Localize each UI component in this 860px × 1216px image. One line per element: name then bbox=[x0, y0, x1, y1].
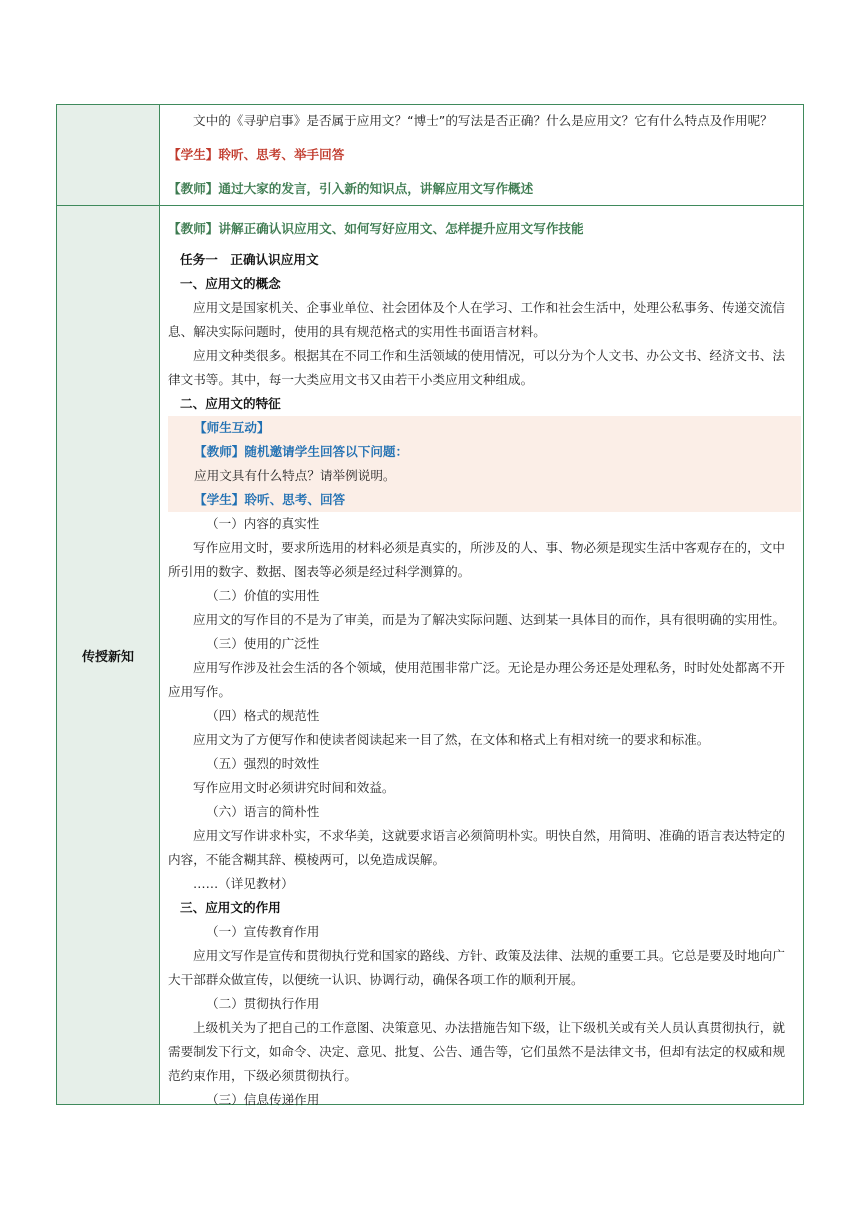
feature-3-heading: （三）使用的广泛性 bbox=[206, 636, 320, 651]
student-response: 【学生】聆听、思考、举手回答 bbox=[168, 147, 345, 162]
feature-4-text: 应用文为了方便写作和使读者阅读起来一目了然，在文体和格式上有相对统一的要求和标准。 bbox=[193, 732, 710, 747]
intro-row-content bbox=[160, 105, 803, 205]
role-2-heading: （二）贯彻执行作用 bbox=[206, 996, 320, 1011]
teaching-row bbox=[57, 206, 803, 1107]
teaching-row-label: 传授新知 bbox=[57, 206, 160, 1104]
feature-6-text: 应用文写作讲求朴实，不求华美，这就要求语言必须简明朴实。明快自然，用简明、准确的语言表达特定的内容，不能含糊其辞、模棱两可，以免造成误解。 bbox=[168, 828, 785, 867]
see-textbook-note: ……（详见教材） bbox=[193, 876, 294, 891]
teacher-intro: 【教师】讲解正确认识应用文、如何写好应用文、怎样提升应用文写作技能 bbox=[168, 221, 584, 236]
teacher-question-prompt: 【教师】随机邀请学生回答以下问题： bbox=[194, 444, 409, 459]
feature-5-heading: （五）强烈的时效性 bbox=[206, 756, 320, 771]
task-heading: 任务一 正确认识应用文 bbox=[180, 252, 319, 267]
feature-1-heading: （一）内容的真实性 bbox=[206, 516, 320, 531]
question-text: 应用文具有什么特点？请举例说明。 bbox=[194, 468, 396, 483]
intro-question: 文中的《寻驴启事》是否属于应用文？“博士”的写法是否正确？什么是应用文？它有什么特点及作用呢？ bbox=[193, 113, 773, 128]
intro-row-label bbox=[57, 105, 160, 205]
feature-6-heading: （六）语言的简朴性 bbox=[206, 804, 320, 819]
role-1-text: 应用文写作是宣传和贯彻执行党和国家的路线、方针、政策及法律、法规的重要工具。它总是要及时地向广大干部群众做宣传，以便统一认识、协调行动，确保各项工作的顺利开展。 bbox=[168, 948, 785, 987]
section-features-heading: 二、应用文的特征 bbox=[180, 396, 281, 411]
role-3-heading: （三）信息传递作用 bbox=[206, 1092, 320, 1107]
teacher-transition: 【教师】通过大家的发言，引入新的知识点，讲解应用文写作概述 bbox=[168, 181, 534, 196]
intro-row bbox=[57, 105, 803, 206]
role-2-text: 上级机关为了把自己的工作意图、决策意见、办法措施告知下级，让下级机关或有关人员认真贯彻执行，就需要制发下行文，如命令、决定、意见、批复、公告、通告等，它们虽然不是法律文书，但却有法定的权威和规范约束作用，下级必须贯彻执行。 bbox=[168, 1020, 786, 1083]
feature-2-heading: （二）价值的实用性 bbox=[206, 588, 320, 603]
feature-2-text: 应用文的写作目的不是为了审美，而是为了解决实际问题、达到某一具体目的而作，具有很明确的实用性。 bbox=[193, 612, 785, 627]
feature-5-text: 写作应用文时必须讲究时间和效益。 bbox=[193, 780, 395, 795]
feature-1-text: 写作应用文时，要求所选用的材料必须是真实的，所涉及的人、事、物必须是现实生活中客观存在的，文中所引用的数字、数据、图表等必须是经过科学测算的。 bbox=[168, 540, 785, 579]
student-answer: 【学生】聆听、思考、回答 bbox=[194, 492, 346, 507]
interaction-box bbox=[168, 416, 801, 512]
feature-4-heading: （四）格式的规范性 bbox=[206, 708, 320, 723]
role-1-heading: （一）宣传教育作用 bbox=[206, 924, 320, 939]
teaching-row-content bbox=[160, 206, 803, 1107]
concept-paragraph-1: 应用文是国家机关、企事业单位、社会团体及个人在学习、工作和社会生活中，处理公私事务、传递交流信息、解决实际问题时，使用的具有规范格式的实用性书面语言材料。 bbox=[168, 300, 785, 339]
interaction-tag: 【师生互动】 bbox=[194, 420, 270, 435]
section-concept-heading: 一、应用文的概念 bbox=[180, 276, 281, 291]
lesson-table bbox=[56, 104, 804, 1105]
concept-paragraph-2: 应用文种类很多。根据其在不同工作和生活领域的使用情况，可以分为个人文书、办公文书、经济文书、法律文书等。其中，每一大类应用文书又由若干小类应用文种组成。 bbox=[168, 348, 785, 387]
feature-3-text: 应用写作涉及社会生活的各个领域，使用范围非常广泛。无论是办理公务还是处理私务，时时处处都离不开应用写作。 bbox=[168, 660, 785, 699]
section-roles-heading: 三、应用文的作用 bbox=[180, 900, 281, 915]
